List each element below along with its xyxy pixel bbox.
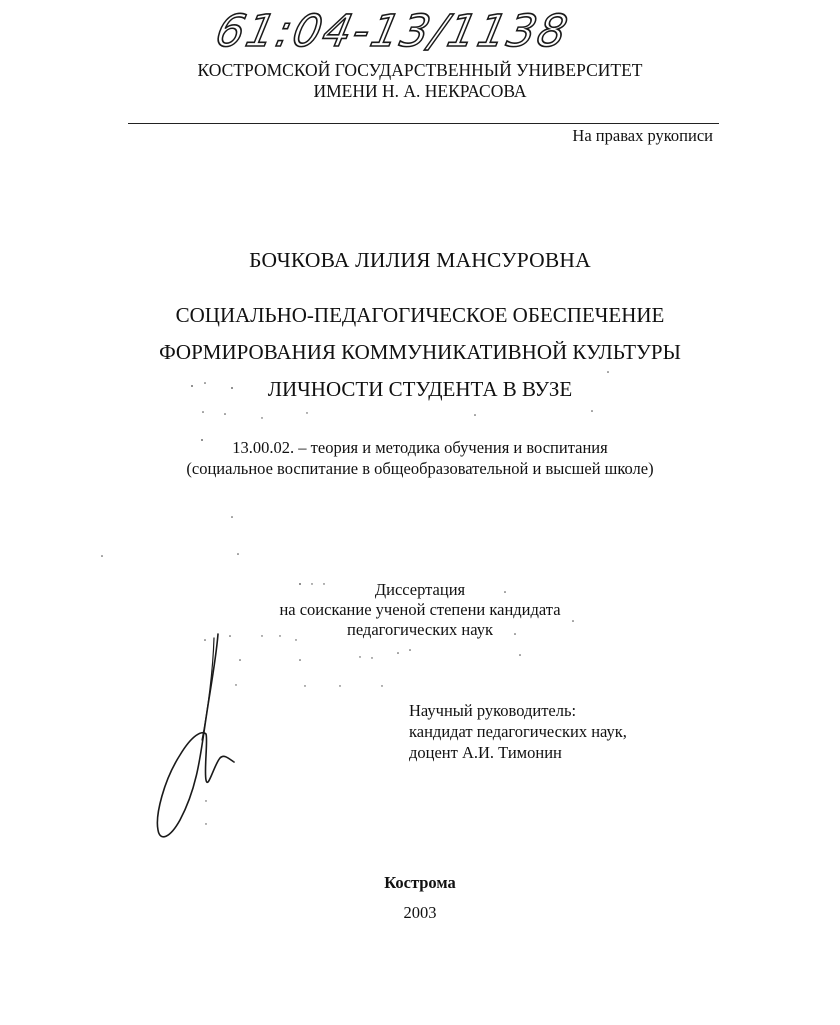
title-line-2: ФОРМИРОВАНИЯ КОММУНИКАТИВНОЙ КУЛЬТУРЫ: [159, 340, 681, 364]
dissertation-line-2: на соискание ученой степени кандидата: [279, 600, 561, 619]
manuscript-rights-label: На правах рукописи: [572, 126, 713, 145]
header-divider: [128, 123, 719, 124]
handwritten-archive-code: [205, 2, 574, 60]
title-line-1: СОЦИАЛЬНО-ПЕДАГОГИЧЕСКОЕ ОБЕСПЕЧЕНИЕ: [175, 303, 665, 327]
supervisor-line-3: доцент А.И. Тимонин: [409, 743, 562, 762]
university-line-2: ИМЕНИ Н. А. НЕКРАСОВА: [313, 81, 527, 101]
title-line-3: ЛИЧНОСТИ СТУДЕНТА В ВУЗЕ: [267, 377, 573, 401]
university-line-1: КОСТРОМСКОЙ ГОСУДАРСТВЕННЫЙ УНИВЕРСИТЕТ: [197, 60, 643, 80]
city: Кострома: [384, 873, 456, 892]
handwritten-signature: [150, 630, 260, 845]
supervisor-line-2: кандидат педагогических наук,: [409, 722, 627, 741]
specialty-line-1: 13.00.02. – теория и методика обучения и воспитания: [232, 438, 608, 457]
specialty-code: [0, 437, 840, 479]
author-name: БОЧКОВА ЛИЛИЯ МАНСУРОВНА: [249, 248, 591, 272]
specialty-line-2: (социальное воспитание в общеобразовательной и высшей школе): [186, 459, 654, 478]
scientific-supervisor: [409, 700, 627, 763]
dissertation-line-3: педагогических наук: [346, 620, 494, 639]
dissertation-line-1: Диссертация: [374, 580, 466, 599]
dissertation-type: [0, 580, 840, 640]
supervisor-line-1: Научный руководитель:: [409, 701, 577, 720]
archive-code-text: 61:04-13/1138: [211, 6, 574, 57]
university-name: [120, 60, 720, 102]
dissertation-title: [0, 297, 840, 408]
year: 2003: [403, 903, 437, 922]
